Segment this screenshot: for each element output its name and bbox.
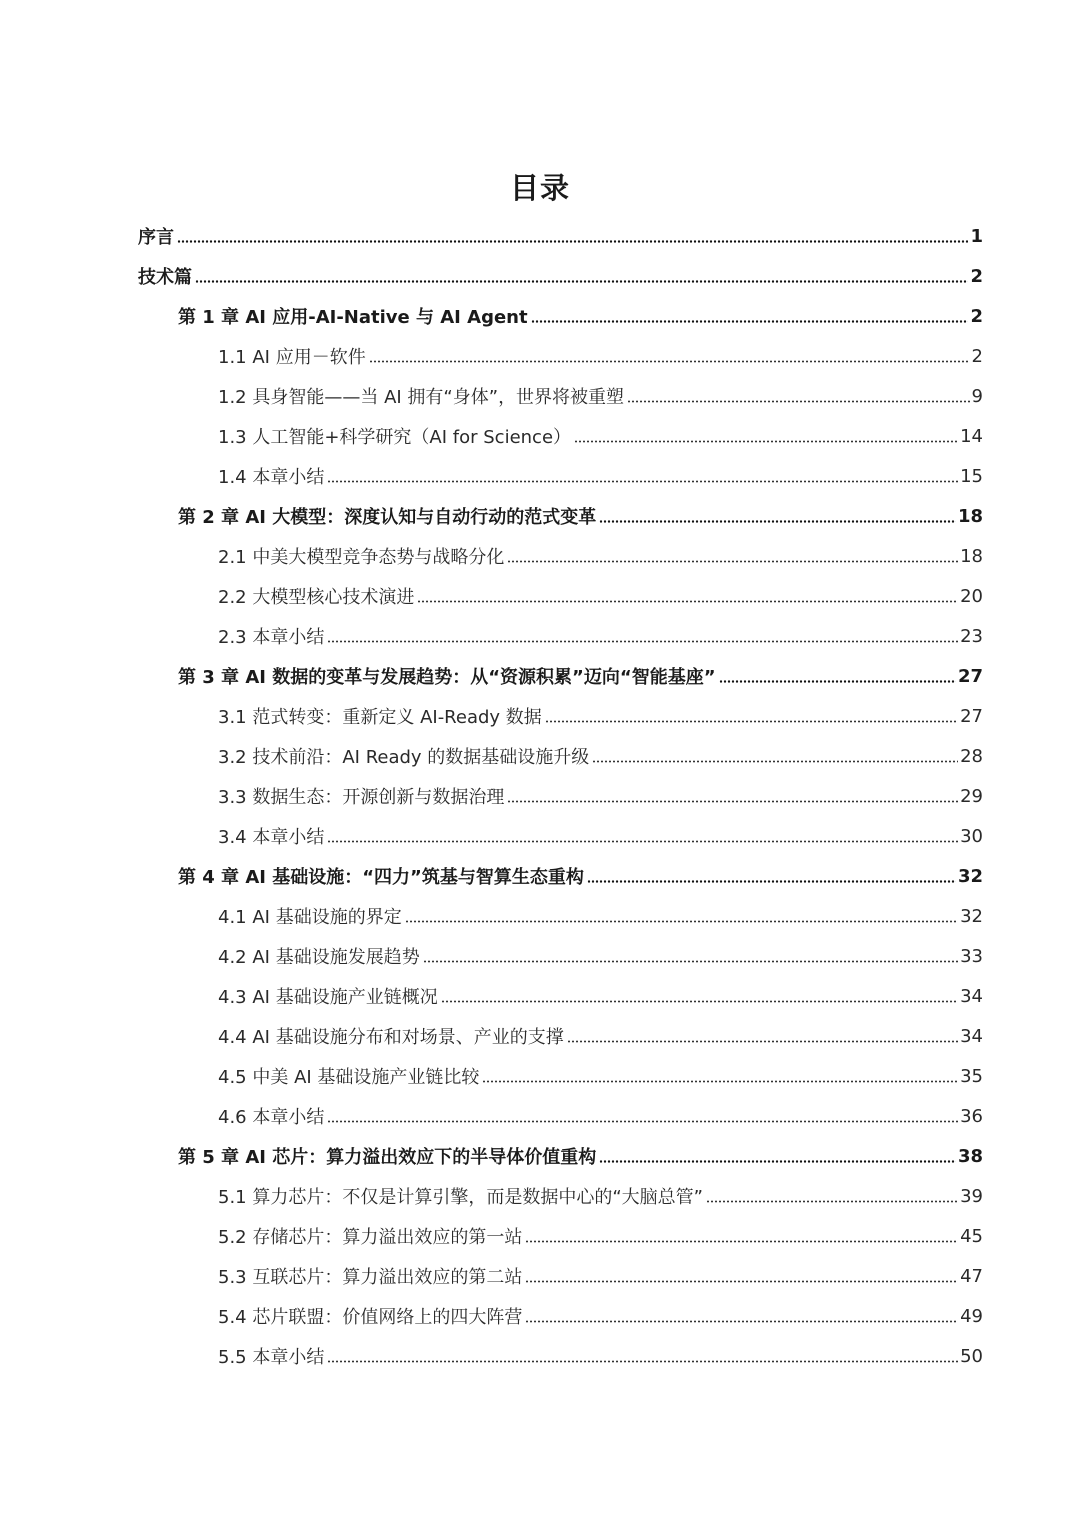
- toc-entry-page-number: 34: [960, 1025, 983, 1047]
- toc-entry[interactable]: [218, 696, 983, 736]
- toc-entry-label: 1.3 人工智能+科学研究（AI for Science）: [218, 427, 572, 448]
- page-title: 目录: [509, 171, 570, 205]
- toc-entry[interactable]: [218, 1176, 983, 1216]
- toc-entry-page-number: 18: [960, 545, 983, 567]
- toc-entry-page-number: 47: [960, 1265, 983, 1287]
- toc-entry-label: 4.3 AI 基础设施产业链概况: [218, 987, 438, 1008]
- toc-dot-leader: [417, 600, 958, 603]
- toc-dot-leader: [177, 240, 968, 243]
- toc-entry[interactable]: [218, 776, 983, 816]
- toc-dot-leader: [525, 1280, 958, 1283]
- toc-entry-page-number: 15: [960, 465, 983, 487]
- toc-entry-label: 第 5 章 AI 芯片：算力溢出效应下的半导体价值重构: [178, 1147, 597, 1168]
- toc-entry-label: 5.2 存储芯片：算力溢出效应的第一站: [218, 1227, 523, 1248]
- toc-entry-label: 1.4 本章小结: [218, 467, 325, 488]
- toc-dot-leader: [567, 1040, 958, 1043]
- toc-entry-page-number: 45: [960, 1225, 983, 1247]
- toc-entry[interactable]: [218, 896, 983, 936]
- toc-entry[interactable]: [178, 656, 983, 696]
- toc-entry[interactable]: [218, 1016, 983, 1056]
- toc-entry-label: 第 1 章 AI 应用-AI-Native 与 AI Agent: [178, 307, 528, 328]
- toc-entry-page-number: 50: [960, 1345, 983, 1367]
- toc-entry-label: 第 2 章 AI 大模型：深度认知与自动行动的范式变革: [178, 507, 597, 528]
- toc-entry[interactable]: [218, 736, 983, 776]
- toc-entry[interactable]: [218, 1056, 983, 1096]
- toc-dot-leader: [507, 800, 958, 803]
- toc-entry[interactable]: [218, 336, 983, 376]
- toc-dot-leader: [441, 1000, 958, 1003]
- toc-dot-leader: [719, 680, 956, 683]
- toc-entry-label: 第 3 章 AI 数据的变革与发展趋势：从“资源积累”迈向“智能基座”: [178, 667, 716, 688]
- toc-entry-label: 3.2 技术前沿：AI Ready 的数据基础设施升级: [218, 747, 590, 768]
- toc-entry-page-number: 1: [970, 225, 983, 247]
- toc-entry-label: 4.5 中美 AI 基础设施产业链比较: [218, 1067, 480, 1088]
- toc-entry-label: 2.2 大模型核心技术演进: [218, 587, 415, 608]
- toc-entry-page-number: 14: [960, 425, 983, 447]
- toc-entry-label: 4.1 AI 基础设施的界定: [218, 907, 402, 928]
- toc-entry[interactable]: [178, 1136, 983, 1176]
- toc-entry[interactable]: [218, 456, 983, 496]
- toc-entry-page-number: 33: [960, 945, 983, 967]
- toc-entry[interactable]: [218, 376, 983, 416]
- toc-entry-label: 2.1 中美大模型竞争态势与战略分化: [218, 547, 505, 568]
- toc-entry[interactable]: [218, 1256, 983, 1296]
- toc-entry-page-number: 29: [960, 785, 983, 807]
- toc-entry-page-number: 30: [960, 825, 983, 847]
- toc-entry[interactable]: [218, 816, 983, 856]
- toc-entry-label: 3.1 范式转变：重新定义 AI-Ready 数据: [218, 707, 542, 728]
- toc-entry[interactable]: [138, 256, 983, 296]
- toc-entry[interactable]: [218, 536, 983, 576]
- toc-entry-page-number: 35: [960, 1065, 983, 1087]
- toc-entry-page-number: 34: [960, 985, 983, 1007]
- toc-entry-label: 5.1 算力芯片：不仅是计算引擎，而是数据中心的“大脑总管”: [218, 1187, 703, 1208]
- toc-entry-page-number: 38: [957, 1145, 983, 1167]
- toc-entry-label: 第 4 章 AI 基础设施：“四力”筑基与智算生态重构: [178, 867, 584, 888]
- toc-dot-leader: [525, 1320, 958, 1323]
- toc-entry-label: 1.2 具身智能——当 AI 拥有“身体”，世界将被重塑: [218, 387, 625, 408]
- toc-dot-leader: [482, 1080, 958, 1083]
- toc-dot-leader: [525, 1240, 958, 1243]
- toc-entry-page-number: 49: [960, 1305, 983, 1327]
- toc-entry-page-number: 2: [970, 305, 983, 327]
- toc-entry-label: 3.4 本章小结: [218, 827, 325, 848]
- toc-entry-page-number: 2: [970, 265, 983, 287]
- toc-entry[interactable]: [218, 1336, 983, 1376]
- toc-entry-page-number: 27: [957, 665, 983, 687]
- toc-dot-leader: [327, 640, 958, 643]
- toc-dot-leader: [706, 1200, 958, 1203]
- toc-dot-leader: [599, 520, 956, 523]
- toc-entry-page-number: 20: [960, 585, 983, 607]
- toc-dot-leader: [327, 1360, 958, 1363]
- toc-entry[interactable]: [178, 856, 983, 896]
- toc-dot-leader: [195, 280, 968, 283]
- toc-entry[interactable]: [218, 416, 983, 456]
- toc-dot-leader: [599, 1160, 956, 1163]
- toc-entry-label: 序言: [138, 227, 174, 248]
- toc-entry-page-number: 28: [960, 745, 983, 767]
- toc-entry-page-number: 23: [960, 625, 983, 647]
- toc-dot-leader: [545, 720, 958, 723]
- toc-dot-leader: [587, 880, 956, 883]
- toc-entry-page-number: 32: [957, 865, 983, 887]
- toc-entry-page-number: 18: [957, 505, 983, 527]
- toc-dot-leader: [327, 840, 958, 843]
- toc-dot-leader: [327, 1120, 958, 1123]
- toc-entry-page-number: 9: [971, 385, 983, 407]
- toc-entry[interactable]: [218, 1096, 983, 1136]
- toc-entry[interactable]: [218, 1296, 983, 1336]
- toc-dot-leader: [423, 960, 958, 963]
- toc-dot-leader: [574, 440, 958, 443]
- toc-entry-label: 5.3 互联芯片：算力溢出效应的第二站: [218, 1267, 523, 1288]
- toc-entry[interactable]: [218, 1216, 983, 1256]
- toc-entry-label: 5.4 芯片联盟：价值网络上的四大阵营: [218, 1307, 523, 1328]
- toc-entry-label: 2.3 本章小结: [218, 627, 325, 648]
- toc-entry[interactable]: [178, 496, 983, 536]
- toc-entry-page-number: 32: [960, 905, 983, 927]
- toc-entry[interactable]: [218, 576, 983, 616]
- toc-dot-leader: [627, 400, 969, 403]
- toc-entry-label: 5.5 本章小结: [218, 1347, 325, 1368]
- toc-entry[interactable]: [218, 616, 983, 656]
- toc-entry-page-number: 36: [960, 1105, 983, 1127]
- toc-entry-label: 1.1 AI 应用－软件: [218, 347, 366, 368]
- toc-entry-label: 4.4 AI 基础设施分布和对场景、产业的支撑: [218, 1027, 564, 1048]
- toc-dot-leader: [592, 760, 958, 763]
- toc-dot-leader: [531, 320, 969, 323]
- toc-entry-label: 技术篇: [138, 267, 192, 288]
- toc-entry-label: 4.6 本章小结: [218, 1107, 325, 1128]
- toc-dot-leader: [369, 360, 970, 363]
- toc-entry-label: 4.2 AI 基础设施发展趋势: [218, 947, 420, 968]
- toc-entry[interactable]: [218, 936, 983, 976]
- toc-dot-leader: [507, 560, 958, 563]
- toc-entry[interactable]: [138, 216, 983, 256]
- toc-dot-leader: [327, 480, 958, 483]
- toc-dot-leader: [405, 920, 958, 923]
- toc-entry-page-number: 39: [960, 1185, 983, 1207]
- toc-entry[interactable]: [218, 976, 983, 1016]
- toc-entry[interactable]: [178, 296, 983, 336]
- toc-entry-label: 3.3 数据生态：开源创新与数据治理: [218, 787, 505, 808]
- toc-entry-page-number: 2: [971, 345, 983, 367]
- toc-entry-page-number: 27: [960, 705, 983, 727]
